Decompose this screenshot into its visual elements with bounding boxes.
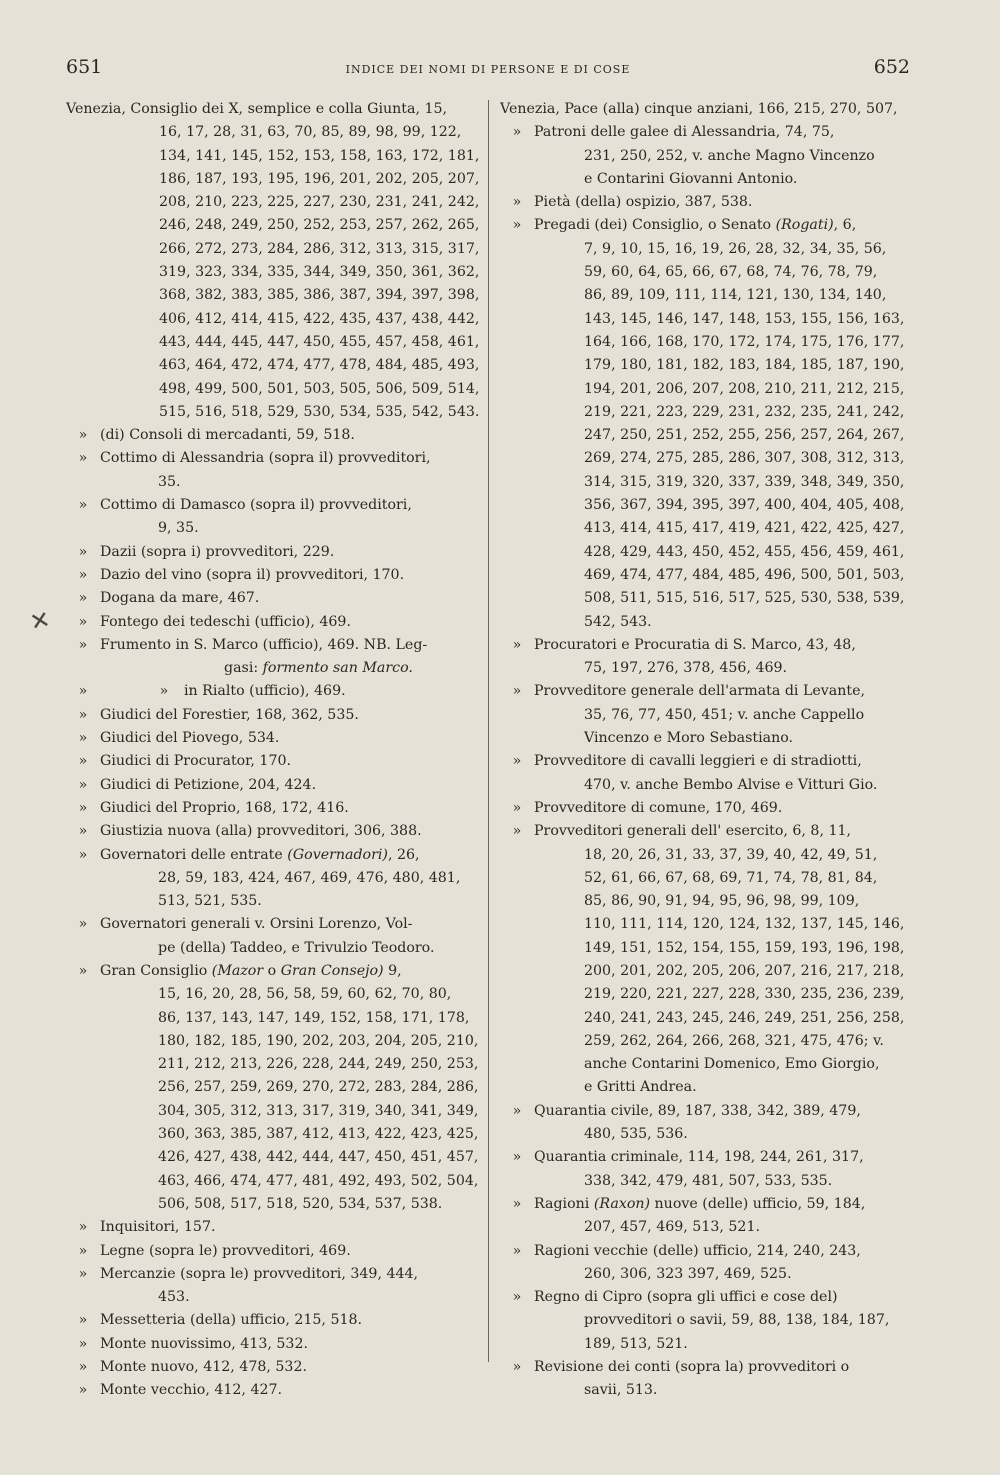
- index-entry: [500, 820, 910, 1100]
- running-head: INDICE DEI NOMI DI PERSONE E DI COSE: [345, 63, 631, 76]
- left-column: [66, 98, 480, 1403]
- entry-line: 453.: [158, 1289, 190, 1306]
- entry-continuation: [500, 238, 910, 634]
- entry-italic: (Mazor: [211, 962, 264, 979]
- page-number-right: 652: [873, 56, 910, 78]
- entry-text: Giustizia nuova (alla) provveditori, 306, 388.: [100, 823, 422, 840]
- entry-line: 506, 508, 517, 518, 520, 534, 537, 538.: [158, 1195, 443, 1212]
- index-entry: [66, 1356, 480, 1379]
- entry-line: 498, 499, 500, 501, 503, 505, 506, 509, 514,: [159, 380, 480, 397]
- entry-line: [66, 960, 480, 983]
- entry-text: [100, 844, 420, 867]
- entry-line: 413, 414, 415, 417, 419, 421, 422, 425, 427,: [584, 520, 905, 537]
- entry-line: 463, 466, 474, 477, 481, 492, 493, 502, 504,: [158, 1172, 479, 1189]
- entry-text-post: 9,: [383, 962, 402, 979]
- entry-line: 356, 367, 394, 395, 397, 400, 404, 405, 408,: [584, 497, 905, 514]
- pen-annotation-mark: ✕: [27, 605, 53, 637]
- ditto-mark: »: [512, 753, 522, 770]
- index-entry: [66, 424, 480, 447]
- ditto-mark: »: [78, 566, 88, 583]
- entry-line: [66, 1356, 480, 1379]
- entry-text: Dogana da mare, 467.: [100, 590, 260, 607]
- entry-line: [500, 1193, 910, 1216]
- entry-line: 149, 151, 152, 154, 155, 159, 193, 196, 198,: [584, 939, 905, 956]
- entry-text: Giudici del Proprio, 168, 172, 416.: [100, 799, 349, 816]
- ditto-mark: »: [512, 124, 522, 141]
- entry-text: Monte vecchio, 412, 427.: [100, 1382, 283, 1399]
- entry-line: 470, v. anche Bembo Alvise e Vitturi Gio.: [584, 776, 878, 793]
- entry-line: 443, 444, 445, 447, 450, 455, 457, 458, 461,: [159, 333, 480, 350]
- index-entry: [500, 1146, 910, 1193]
- entry-line: Vincenzo e Moro Sebastiano.: [584, 730, 794, 747]
- entry-text-mid: o: [263, 962, 281, 979]
- entry-line: 463, 464, 472, 474, 477, 478, 484, 485, 493,: [159, 357, 480, 374]
- entry-line: 360, 363, 385, 387, 412, 413, 422, 423, 425,: [158, 1126, 479, 1143]
- entry-consiglio-dei-x: [66, 98, 480, 424]
- entry-line: 86, 89, 109, 111, 114, 121, 130, 134, 140,: [584, 287, 887, 304]
- entry-text: Governatori generali v. Orsini Lorenzo, Vol-: [100, 916, 413, 933]
- entry-line: 266, 272, 273, 284, 286, 312, 313, 315, 317,: [159, 240, 480, 257]
- page-number-left: 651: [66, 56, 103, 78]
- entry-rialto: [66, 680, 480, 703]
- entry-text: Provveditore di cavalli leggieri e di stradiotti,: [534, 753, 862, 770]
- entry-text: Dazio del vino (sopra il) provveditori, 170.: [100, 566, 405, 583]
- ditto-mark: »: [159, 683, 169, 700]
- entry-text: Revisione dei conti (sopra la) provveditori o: [534, 1359, 850, 1376]
- entry-line: 207, 457, 469, 513, 521.: [584, 1219, 760, 1236]
- entry-line: [66, 634, 480, 657]
- ditto-mark: »: [78, 683, 88, 700]
- ditto-mark: »: [78, 962, 88, 979]
- entry-line: [500, 214, 910, 237]
- column-divider: [488, 100, 489, 1362]
- entry-line: 338, 342, 479, 481, 507, 533, 535.: [584, 1172, 833, 1189]
- entry-text: Inquisitori, 157.: [100, 1219, 216, 1236]
- ditto-mark: »: [78, 1382, 88, 1399]
- index-entry: [500, 797, 910, 820]
- index-entry: [66, 447, 480, 494]
- ditto-mark: »: [78, 1242, 88, 1259]
- index-entry: [66, 750, 480, 773]
- ditto-mark: »: [512, 683, 522, 700]
- entry-text: Fontego dei tedeschi (ufficio), 469.: [100, 613, 351, 630]
- entry-text: Patroni delle galee di Alessandria, 74, 75,: [534, 124, 835, 141]
- index-entry: [500, 680, 910, 750]
- entry-line: 134, 141, 145, 152, 153, 158, 163, 172, 181,: [159, 147, 480, 164]
- ditto-mark: »: [512, 217, 522, 234]
- entry-line: 219, 220, 221, 227, 228, 330, 235, 236, 239,: [584, 986, 905, 1003]
- ditto-mark: »: [78, 776, 88, 793]
- entry-line: [500, 750, 910, 773]
- entry-line: 469, 474, 477, 484, 485, 496, 500, 501, 503,: [584, 566, 905, 583]
- entry-line: e Gritti Andrea.: [584, 1079, 697, 1096]
- entry-line: 515, 516, 518, 529, 530, 534, 535, 542, 543.: [159, 403, 480, 420]
- entry-line: 186, 187, 193, 195, 196, 201, 202, 205, 207,: [159, 170, 480, 187]
- index-entry: [66, 1309, 480, 1332]
- entry-line: 180, 182, 185, 190, 202, 203, 204, 205, 210,: [158, 1032, 479, 1049]
- entry-line: 110, 111, 114, 120, 124, 132, 137, 145, 146,: [584, 916, 905, 933]
- entry-text: Giudici del Piovego, 534.: [100, 730, 280, 747]
- entry-text: Cottimo di Damasco (sopra il) provveditori,: [100, 497, 412, 514]
- entry-line: 542, 543.: [584, 613, 652, 630]
- entry-line: 208, 210, 223, 225, 227, 230, 231, 241, 242,: [159, 194, 480, 211]
- ditto-mark: »: [78, 1359, 88, 1376]
- entry-line: [500, 1100, 910, 1123]
- ditto-mark: »: [78, 846, 88, 863]
- entry-line: [66, 750, 480, 773]
- entry-text-post: , 26,: [387, 846, 420, 863]
- entry-line: 9, 35.: [158, 520, 199, 537]
- ditto-mark: »: [78, 799, 88, 816]
- entry-text: Ragioni vecchie (delle) ufficio, 214, 240, 243,: [534, 1242, 861, 1259]
- entry-line: provveditori o savii, 59, 88, 138, 184, 187,: [584, 1312, 890, 1329]
- left-entries-group: [66, 1216, 480, 1402]
- ditto-mark: »: [78, 916, 88, 933]
- entry-line: 194, 201, 206, 207, 208, 210, 211, 212, 215,: [584, 380, 905, 397]
- entry-line: e Contarini Giovanni Antonio.: [584, 170, 798, 187]
- entry-text: Procuratori e Procuratia di S. Marco, 43, 48,: [534, 636, 856, 653]
- entry-line: 406, 412, 414, 415, 422, 435, 437, 438, 442,: [159, 310, 480, 327]
- ditto-mark: »: [78, 706, 88, 723]
- ditto-mark: »: [512, 799, 522, 816]
- entry-line: 18, 20, 26, 31, 33, 37, 39, 40, 42, 49, 51,: [584, 846, 878, 863]
- entry-line: savii, 513.: [584, 1382, 658, 1399]
- entry-line: [500, 1356, 910, 1379]
- ditto-mark: »: [78, 427, 88, 444]
- entry-line: [66, 1309, 480, 1332]
- entry-line: 219, 221, 223, 229, 231, 232, 235, 241, 242,: [584, 403, 905, 420]
- index-entry: [66, 820, 480, 843]
- ditto-mark: »: [78, 636, 88, 653]
- right-entries-group: [500, 1240, 910, 1403]
- page-header: [66, 56, 910, 86]
- entry-text: Frumento in S. Marco (ufficio), 469. NB. Leg-: [100, 636, 428, 653]
- entry-line: [66, 1216, 480, 1239]
- ditto-mark: »: [78, 1265, 88, 1282]
- ditto-mark: »: [78, 1335, 88, 1352]
- entry-continuation: [66, 983, 480, 1216]
- entry-line: 7, 9, 10, 15, 16, 19, 26, 28, 32, 34, 35, 56,: [584, 240, 887, 257]
- entry-line: [66, 564, 480, 587]
- entry-text: Messetteria (della) ufficio, 215, 518.: [100, 1312, 363, 1329]
- entry-line: [66, 1379, 480, 1402]
- ditto-mark: »: [78, 730, 88, 747]
- entry-line: 85, 86, 90, 91, 94, 95, 96, 98, 99, 109,: [584, 893, 860, 910]
- entry-line: [66, 820, 480, 843]
- index-entry: [66, 727, 480, 750]
- entry-text: Regno di Cipro (sopra gli uffici e cose del): [534, 1289, 838, 1306]
- entry-text-post: , 6,: [833, 217, 857, 234]
- entry-governatori: [66, 844, 480, 914]
- entry-line: [66, 797, 480, 820]
- index-entry: [500, 1286, 910, 1356]
- entry-text: Provveditore generale dell'armata di Levante,: [534, 683, 865, 700]
- entry-line: 200, 201, 202, 205, 206, 207, 216, 217, 218,: [584, 962, 905, 979]
- entry-line: 247, 250, 251, 252, 255, 256, 257, 264, 267,: [584, 427, 905, 444]
- index-entry: [66, 611, 480, 634]
- index-entry: [66, 1263, 480, 1310]
- entry-line: 15, 16, 20, 28, 56, 58, 59, 60, 62, 70, 80,: [158, 986, 452, 1003]
- index-entry: [500, 191, 910, 214]
- entry-line: [500, 634, 910, 657]
- entry-line: 231, 250, 252, v. anche Magno Vincenzo: [584, 147, 875, 164]
- entry-line: [66, 704, 480, 727]
- entry-text: Provveditore di comune, 170, 469.: [534, 799, 783, 816]
- entry-line: 179, 180, 181, 182, 183, 184, 185, 187, 190,: [584, 357, 905, 374]
- entry-line: 260, 306, 323 397, 469, 525.: [584, 1265, 792, 1282]
- entry-line: [66, 844, 480, 867]
- entry-line: 240, 241, 243, 245, 246, 249, 251, 256, 258,: [584, 1009, 905, 1026]
- ditto-mark: »: [78, 1312, 88, 1329]
- entry-line: 269, 274, 275, 285, 286, 307, 308, 312, 313,: [584, 450, 905, 467]
- entry-line: 189, 513, 521.: [584, 1335, 688, 1352]
- entry-line: 314, 315, 319, 320, 337, 339, 348, 349, 350,: [584, 473, 905, 490]
- entry-line: [66, 727, 480, 750]
- entry-text-pre: Governatori delle entrate: [100, 846, 288, 863]
- entry-text: [100, 960, 402, 983]
- entry-text: Giudici del Forestier, 168, 362, 535.: [100, 706, 359, 723]
- entry-ragioni-nuove: [500, 1193, 910, 1240]
- entry-text: Quarantia civile, 89, 187, 338, 342, 389, 479,: [534, 1102, 861, 1119]
- entry-line: [500, 1240, 910, 1263]
- entry-text: Quarantia criminale, 114, 198, 244, 261, 317,: [534, 1149, 864, 1166]
- entry-line: [500, 820, 910, 843]
- entry-line: 211, 212, 213, 226, 228, 244, 249, 250, 253,: [158, 1056, 479, 1073]
- index-entry: [66, 541, 480, 564]
- entry-line: 428, 429, 443, 450, 452, 455, 456, 459, 461,: [584, 543, 905, 560]
- entry-line: 508, 511, 515, 516, 517, 525, 530, 538, 539,: [584, 590, 905, 607]
- ditto-mark: »: [78, 497, 88, 514]
- entry-line: 513, 521, 535.: [158, 893, 262, 910]
- entry-line: [500, 191, 910, 214]
- entry-line: 164, 166, 168, 170, 172, 174, 175, 176, 177,: [584, 333, 905, 350]
- entry-line: 256, 257, 259, 269, 270, 272, 283, 284, 286,: [158, 1079, 479, 1096]
- entry-line: 86, 137, 143, 147, 149, 152, 158, 171, 178,: [158, 1009, 470, 1026]
- index-entry: [66, 494, 480, 541]
- index-entry: [66, 913, 480, 960]
- entry-text-pre: Ragioni: [534, 1195, 594, 1212]
- entry-italic: (Raxon): [593, 1195, 651, 1212]
- ditto-mark: »: [512, 194, 522, 211]
- entry-line: [66, 494, 480, 517]
- index-entry: [66, 774, 480, 797]
- entry-line: [500, 121, 910, 144]
- entry-line: 35.: [158, 473, 181, 490]
- entry-text: Monte nuovo, 412, 478, 532.: [100, 1359, 307, 1376]
- entry-line: pe (della) Taddeo, e Trivulzio Teodoro.: [158, 939, 435, 956]
- entry-text: Mercanzie (sopra le) provveditori, 349, 444,: [100, 1265, 419, 1282]
- entry-text: [534, 214, 856, 237]
- entry-line: 59, 60, 64, 65, 66, 67, 68, 74, 76, 78, 79,: [584, 264, 878, 281]
- entry-line: [66, 774, 480, 797]
- entry-text: Legne (sopra le) provveditori, 469.: [100, 1242, 351, 1259]
- entry-italic: (Governadori): [287, 846, 388, 863]
- entry-text: Giudici di Procurator, 170.: [100, 753, 292, 770]
- entry-line: [66, 587, 480, 610]
- entry-italic: Gran Consejo): [280, 962, 384, 979]
- ditto-mark: »: [512, 1289, 522, 1306]
- left-entries-group: [66, 913, 480, 960]
- ditto-mark: »: [512, 1242, 522, 1259]
- ditto-mark: »: [512, 823, 522, 840]
- index-entry: [500, 1240, 910, 1287]
- entry-line: Venezia, Consiglio dei X, semplice e colla Giunta, 15,: [66, 101, 448, 117]
- entry-line: anche Contarini Domenico, Emo Giorgio,: [584, 1056, 880, 1073]
- index-entry: [66, 704, 480, 727]
- left-entries-group: [66, 424, 480, 657]
- entry-line: 52, 61, 66, 67, 68, 69, 71, 74, 78, 81, 84,: [584, 869, 878, 886]
- entry-line: [66, 913, 480, 936]
- entry-line: [66, 1240, 480, 1263]
- entry-line: [66, 1333, 480, 1356]
- entry-text: Provveditori generali dell' esercito, 6, 8, 11,: [534, 823, 852, 840]
- ditto-mark: »: [78, 613, 88, 630]
- index-entry: [500, 634, 910, 681]
- entry-text-pre: Pregadi (dei) Consiglio, o Senato: [534, 217, 776, 234]
- ditto-mark: »: [78, 753, 88, 770]
- entry-line: [66, 447, 480, 470]
- right-column: [500, 98, 910, 1403]
- entry-line: [500, 680, 910, 703]
- entry-text: in Rialto (ufficio), 469.: [184, 683, 346, 700]
- entry-text: Pietà (della) ospizio, 387, 538.: [534, 194, 753, 211]
- index-entry: [66, 564, 480, 587]
- ditto-mark: »: [78, 543, 88, 560]
- entry-line: 28, 59, 183, 424, 467, 469, 476, 480, 481,: [158, 869, 461, 886]
- index-entry: [66, 1379, 480, 1402]
- entry-line: 35, 76, 77, 450, 451; v. anche Cappello: [584, 706, 865, 723]
- ditto-mark: »: [512, 1359, 522, 1376]
- ditto-mark: »: [512, 1149, 522, 1166]
- entry-text: Monte nuovissimo, 413, 532.: [100, 1335, 308, 1352]
- entry-line: 304, 305, 312, 313, 317, 319, 340, 341, 349,: [158, 1102, 479, 1119]
- entry-text: [534, 1193, 865, 1216]
- index-entry: [500, 121, 910, 191]
- entry-text: gasi:: [224, 660, 263, 677]
- entry-line: [66, 424, 480, 447]
- entry-line: [66, 541, 480, 564]
- ditto-mark: »: [512, 1195, 522, 1212]
- entry-line: [500, 797, 910, 820]
- entry-frumento-cont: [66, 657, 480, 680]
- entry-text-post: nuove (delle) ufficio, 59, 184,: [650, 1195, 866, 1212]
- index-entry: [66, 1240, 480, 1263]
- entry-text: Giudici di Petizione, 204, 424.: [100, 776, 317, 793]
- index-entry: [500, 1356, 910, 1403]
- right-entries-group: [500, 121, 910, 214]
- entry-line: 246, 248, 249, 250, 252, 253, 257, 262, 265,: [159, 217, 480, 234]
- index-entry: [66, 1216, 480, 1239]
- entry-line: [66, 611, 480, 634]
- entry-gran-consiglio: [66, 960, 480, 1216]
- entry-line: [500, 1146, 910, 1169]
- entry-text: (di) Consoli di mercadanti, 59, 518.: [100, 427, 355, 444]
- index-entry: [66, 587, 480, 610]
- index-entry: [500, 750, 910, 797]
- entry-line: [66, 1263, 480, 1286]
- entry-line: 16, 17, 28, 31, 63, 70, 85, 89, 98, 99, 122,: [159, 124, 462, 141]
- entry-line: [500, 1286, 910, 1309]
- index-entry: [66, 1333, 480, 1356]
- ditto-mark: »: [512, 636, 522, 653]
- entry-line: Venezia, Pace (alla) cinque anziani, 166, 215, 270, 507,: [500, 101, 898, 117]
- entry-text: Dazii (sopra i) provveditori, 229.: [100, 543, 335, 560]
- entry-line: 426, 427, 438, 442, 444, 447, 450, 451, 457,: [158, 1149, 479, 1166]
- ditto-mark: »: [78, 823, 88, 840]
- entry-text-pre: Gran Consiglio: [100, 962, 212, 979]
- entry-line: 75, 197, 276, 378, 456, 469.: [584, 660, 788, 677]
- entry-pregadi: [500, 214, 910, 633]
- ditto-mark: »: [512, 1102, 522, 1119]
- index-entry: [500, 1100, 910, 1147]
- index-entry: [66, 797, 480, 820]
- index-entry: [66, 634, 480, 657]
- ditto-mark: »: [78, 590, 88, 607]
- entry-line: 319, 323, 334, 335, 344, 349, 350, 361, 362,: [159, 264, 480, 281]
- ditto-mark: »: [78, 1219, 88, 1236]
- entry-line: 368, 382, 383, 385, 386, 387, 394, 397, 398,: [159, 287, 480, 304]
- right-entries-group: [500, 634, 910, 1193]
- entry-line: 143, 145, 146, 147, 148, 153, 155, 156, 163,: [584, 310, 905, 327]
- entry-text: Cottimo di Alessandria (sopra il) provveditori,: [100, 450, 431, 467]
- ditto-mark: »: [78, 450, 88, 467]
- entry-line: 259, 262, 264, 266, 268, 321, 475, 476; v.: [584, 1032, 884, 1049]
- entry-italic: (Rogati): [775, 217, 834, 234]
- entry-line: 480, 535, 536.: [584, 1126, 688, 1143]
- left-entries-group: [66, 704, 480, 844]
- entry-italic: formento san Marco.: [262, 660, 413, 677]
